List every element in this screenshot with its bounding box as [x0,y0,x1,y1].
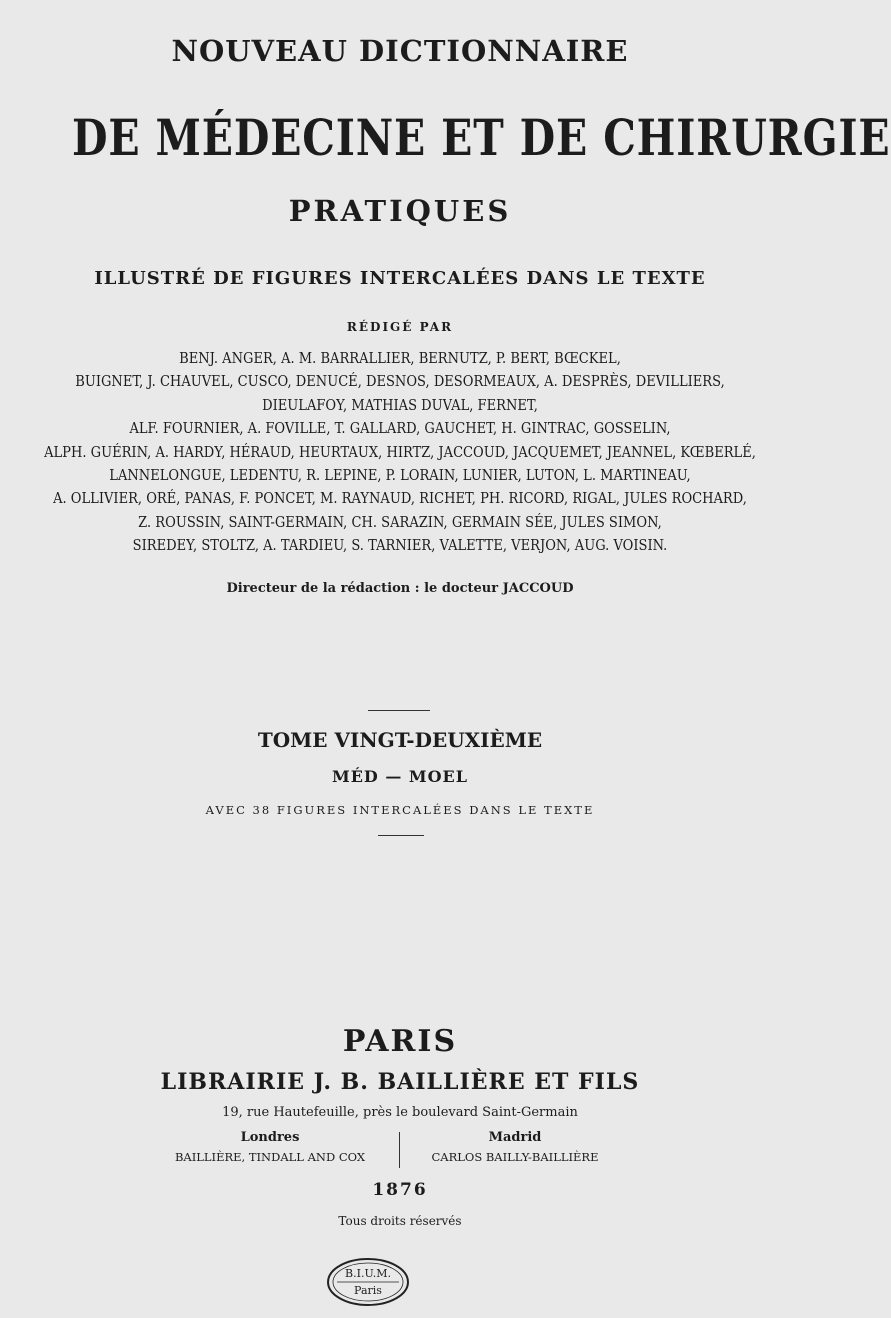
divider [378,835,424,836]
title-subtitle: ILLUSTRÉ DE FIGURES INTERCALÉES DANS LE TEXTE [94,268,706,289]
title-line-1: NOUVEAU DICTIONNAIRE [171,34,629,68]
redige-par-label: RÉDIGÉ PAR [346,320,454,334]
imprint-city: PARIS [342,1024,458,1059]
branch-city: Madrid [488,1130,542,1145]
author-list [0,351,800,562]
branch-london [150,1130,390,1164]
director-line: Directeur de la rédaction : le docteur JACCOUD [226,581,574,596]
main-title: DE MÉDECINE ET DE CHIRURGIE [72,108,891,167]
author-line: BENJ. ANGER, A. M. BARRALLIER, BERNUTZ, P. BERT, BŒCKEL, [179,351,621,367]
stamp-line-1: B.I.U.M. [345,1267,391,1280]
author-line: BUIGNET, J. CHAUVEL, CUSCO, DENUCÉ, DESNOS, DESORMEAUX, A. DESPRÈS, DEVILLIERS, [75,374,725,391]
rights-notice: Tous droits réservés [338,1214,462,1228]
publication-year: 1876 [372,1180,428,1200]
publisher-address: 19, rue Hautefeuille, près le boulevard Saint-Germain [222,1105,578,1120]
branch-separator [399,1132,400,1168]
library-stamp [325,1256,411,1308]
author-line: A. OLLIVIER, ORÉ, PANAS, F. PONCET, M. RAYNAUD, RICHET, PH. RICORD, RIGAL, JULES ROCHARD, [53,491,747,508]
author-line: ALPH. GUÉRIN, A. HARDY, HÉRAUD, HEURTAUX, HIRTZ, JACCOUD, JACQUEMET, JEANNEL, KŒBERLÉ, [44,444,756,461]
branch-city: Londres [240,1130,300,1145]
volume-range: MÉD — MOEL [331,767,468,786]
publisher-name: LIBRAIRIE J. B. BAILLIÈRE ET FILS [160,1069,640,1095]
author-line: LANNELONGUE, LEDENTU, R. LEPINE, P. LORAIN, LUNIER, LUTON, L. MARTINEAU, [109,467,691,484]
author-line: Z. ROUSSIN, SAINT-GERMAIN, CH. SARAZIN, GERMAIN SÉE, JULES SIMON, [138,514,662,531]
author-line: DIEULAFOY, MATHIAS DUVAL, FERNET, [262,397,538,414]
author-line: SIREDEY, STOLTZ, A. TARDIEU, S. TARNIER, VALETTE, VERJON, AUG. VOISIN. [132,538,668,555]
branch-madrid [410,1130,620,1164]
author-line: ALF. FOURNIER, A. FOVILLE, T. GALLARD, GAUCHET, H. GINTRAC, GOSSELIN, [129,421,671,438]
title-line-3: PRATIQUES [288,194,512,228]
stamp-line-2: Paris [354,1284,382,1297]
branch-firm: BAILLIÈRE, TINDALL AND COX [174,1150,366,1164]
divider [368,710,430,711]
figures-note: AVEC 38 FIGURES INTERCALÉES DANS LE TEXTE [205,803,595,817]
volume-title: TOME VINGT-DEUXIÈME [257,728,543,752]
branch-firm: CARLOS BAILLY-BAILLIÈRE [431,1150,599,1164]
